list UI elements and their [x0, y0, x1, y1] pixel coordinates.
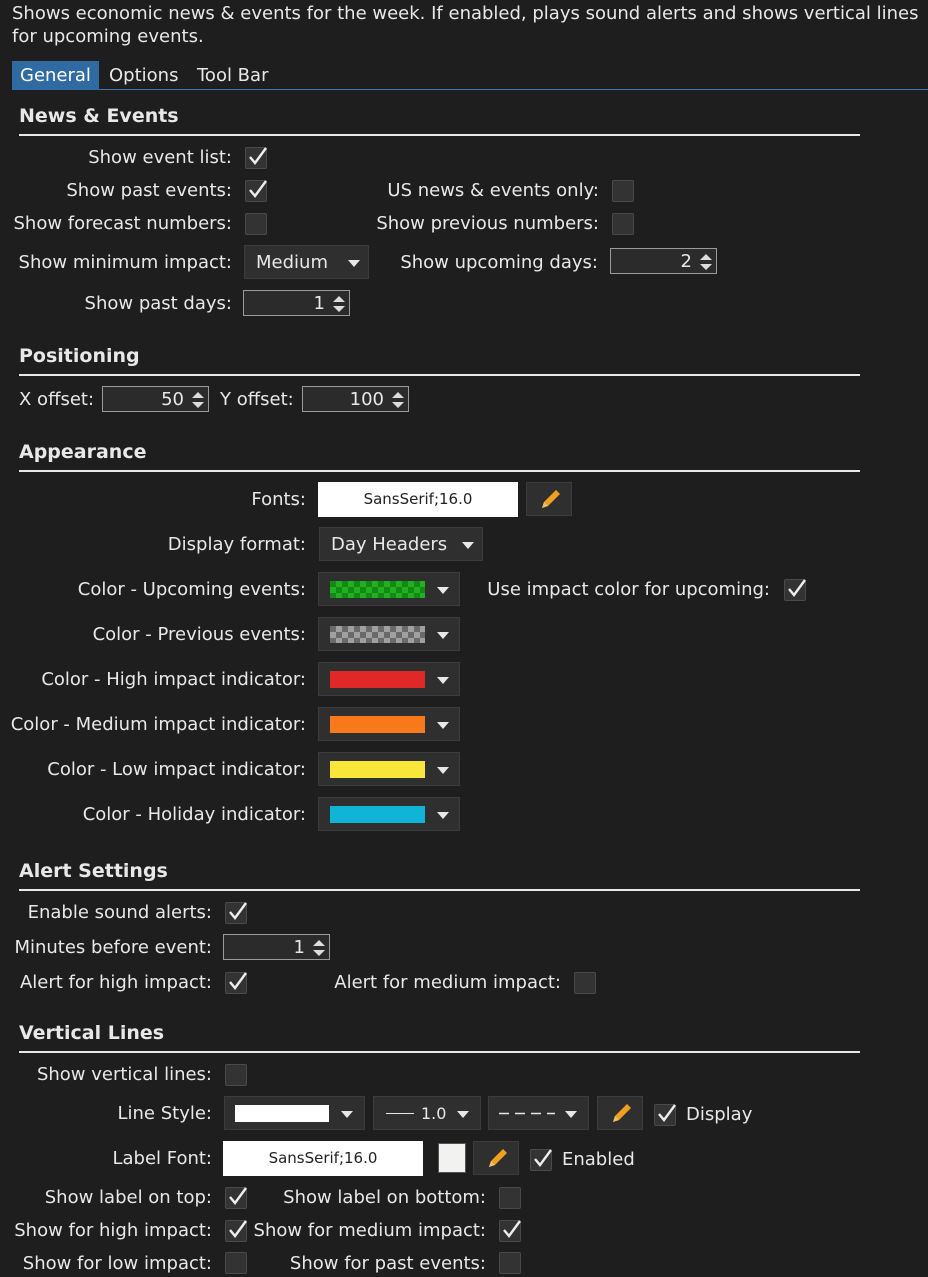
display-checkbox[interactable] — [654, 1104, 676, 1126]
line-style-label: Line Style: — [117, 1103, 212, 1124]
chevron-down-icon — [457, 1111, 469, 1118]
enabled-label: Enabled — [562, 1149, 635, 1170]
enabled-checkbox[interactable] — [530, 1149, 552, 1171]
medium-color-picker[interactable] — [318, 707, 460, 741]
chevron-down-icon — [437, 632, 449, 639]
show-high-checkbox[interactable] — [225, 1220, 247, 1242]
section-title-alerts: Alert Settings — [19, 860, 168, 882]
check-icon — [501, 1219, 523, 1241]
enable-sound-checkbox[interactable] — [225, 902, 247, 924]
line-width-sample — [386, 1113, 414, 1114]
show-low-checkbox[interactable] — [225, 1252, 247, 1274]
tab-bar — [12, 61, 928, 90]
show-previous-label: Show previous numbers: — [376, 213, 599, 234]
show-past-events-label: Show past events: — [66, 180, 232, 201]
edit-label-font-button[interactable] — [473, 1141, 519, 1175]
high-color-swatch — [330, 671, 425, 688]
show-high-label: Show for high impact: — [14, 1220, 212, 1241]
upcoming-days-value: 2 — [680, 251, 692, 272]
alert-medium-checkbox[interactable] — [574, 972, 596, 994]
low-color-picker[interactable] — [318, 752, 460, 786]
edit-line-button[interactable] — [597, 1096, 643, 1130]
check-icon — [532, 1148, 554, 1170]
check-icon — [227, 1219, 249, 1241]
holiday-color-picker[interactable] — [318, 797, 460, 831]
upcoming-color-swatch — [330, 581, 425, 598]
minutes-before-label: Minutes before event: — [14, 937, 212, 958]
use-impact-color-label: Use impact color for upcoming: — [487, 579, 770, 600]
chevron-down-icon — [462, 542, 474, 549]
description-text: Shows economic news & events for the week. If enabled, plays sound alerts and shows vertical lines for upcoming events. — [12, 3, 919, 47]
section-divider — [19, 889, 860, 891]
past-days-spinner[interactable] — [243, 290, 350, 316]
previous-color-label: Color - Previous events: — [92, 624, 306, 645]
label-bottom-checkbox[interactable] — [499, 1187, 521, 1209]
fonts-label: Fonts: — [251, 489, 306, 510]
check-icon — [227, 901, 249, 923]
alert-medium-label: Alert for medium impact: — [334, 972, 561, 993]
label-top-checkbox[interactable] — [225, 1187, 247, 1209]
line-dash-dropdown[interactable] — [488, 1096, 589, 1130]
section-title-appearance: Appearance — [19, 441, 147, 463]
section-title-news: News & Events — [19, 105, 179, 127]
alert-high-checkbox[interactable] — [225, 972, 247, 994]
check-icon — [227, 971, 249, 993]
check-icon — [247, 146, 269, 168]
show-previous-checkbox[interactable] — [612, 213, 634, 235]
use-impact-color-checkbox[interactable] — [784, 579, 806, 601]
medium-color-label: Color - Medium impact indicator: — [10, 714, 306, 735]
section-divider — [19, 374, 860, 376]
x-offset-value: 50 — [161, 389, 184, 410]
show-forecast-label: Show forecast numbers: — [13, 213, 232, 234]
check-icon — [786, 578, 808, 600]
low-color-label: Color - Low impact indicator: — [47, 759, 306, 780]
line-color-swatch — [235, 1105, 329, 1122]
chevron-down-icon — [437, 812, 449, 819]
pencil-icon — [474, 1142, 520, 1176]
label-bottom-label: Show label on bottom: — [283, 1187, 486, 1208]
label-top-label: Show label on top: — [44, 1187, 212, 1208]
chevron-down-icon — [437, 767, 449, 774]
alert-high-label: Alert for high impact: — [19, 972, 212, 993]
x-offset-label: X offset: — [19, 389, 95, 410]
line-color-picker[interactable] — [224, 1096, 365, 1130]
show-forecast-checkbox[interactable] — [245, 213, 267, 235]
previous-color-swatch — [330, 626, 425, 643]
high-color-label: Color - High impact indicator: — [41, 669, 306, 690]
show-event-list-checkbox[interactable] — [245, 147, 267, 169]
chevron-down-icon — [437, 722, 449, 729]
line-width-dropdown[interactable] — [373, 1096, 481, 1130]
enable-sound-label: Enable sound alerts: — [27, 902, 212, 923]
section-title-vertical: Vertical Lines — [19, 1022, 165, 1044]
holiday-color-label: Color - Holiday indicator: — [82, 804, 306, 825]
y-offset-spinner[interactable] — [302, 386, 409, 412]
show-past-checkbox[interactable] — [499, 1252, 521, 1274]
tab-tool-bar[interactable]: Tool Bar — [197, 65, 269, 86]
x-offset-spinner[interactable] — [102, 386, 209, 412]
show-past-label: Show for past events: — [289, 1253, 486, 1274]
past-days-label: Show past days: — [84, 293, 232, 314]
upcoming-days-spinner[interactable] — [610, 248, 717, 274]
section-title-positioning: Positioning — [19, 345, 140, 367]
dash-pattern-icon — [499, 1112, 555, 1115]
minutes-before-spinner[interactable] — [223, 934, 330, 960]
us-only-label: US news & events only: — [387, 180, 599, 201]
spinner-arrows-icon[interactable] — [191, 390, 205, 410]
past-days-value: 1 — [313, 293, 325, 314]
section-divider — [19, 1051, 860, 1053]
upcoming-days-label: Show upcoming days: — [400, 252, 598, 273]
y-offset-value: 100 — [349, 389, 384, 410]
tab-general[interactable]: General — [12, 61, 99, 90]
fonts-field[interactable]: SansSerif;16.0 — [318, 482, 518, 517]
show-medium-label: Show for medium impact: — [253, 1220, 486, 1241]
chevron-down-icon — [437, 677, 449, 684]
section-divider — [19, 470, 860, 472]
pencil-icon — [598, 1097, 644, 1131]
spinner-arrows-icon[interactable] — [332, 294, 346, 314]
show-event-list-label: Show event list: — [88, 147, 232, 168]
low-color-swatch — [330, 761, 425, 778]
display-label: Display — [686, 1104, 753, 1125]
holiday-color-swatch — [330, 806, 425, 823]
display-format-value: Day Headers — [331, 534, 448, 555]
minutes-before-value: 1 — [293, 937, 305, 958]
show-low-label: Show for low impact: — [22, 1253, 212, 1274]
chevron-down-icon — [341, 1111, 353, 1118]
previous-color-picker[interactable] — [318, 617, 460, 651]
us-only-checkbox[interactable] — [612, 180, 634, 202]
min-impact-label: Show minimum impact: — [18, 252, 232, 273]
upcoming-color-label: Color - Upcoming events: — [77, 579, 306, 600]
display-format-label: Display format: — [167, 534, 306, 555]
spinner-arrows-icon[interactable] — [312, 938, 326, 958]
show-past-events-checkbox[interactable] — [245, 180, 267, 202]
edit-font-button[interactable] — [526, 482, 572, 516]
high-color-picker[interactable] — [318, 662, 460, 696]
line-width-value: 1.0 — [421, 1104, 447, 1123]
chevron-down-icon — [437, 587, 449, 594]
check-icon — [247, 179, 269, 201]
spinner-arrows-icon[interactable] — [699, 252, 713, 272]
check-icon — [227, 1186, 249, 1208]
min-impact-value: Medium — [256, 252, 328, 273]
y-offset-label: Y offset: — [220, 389, 294, 410]
pencil-icon — [527, 483, 573, 517]
label-font-label: Label Font: — [112, 1148, 212, 1169]
upcoming-color-picker[interactable] — [318, 572, 460, 606]
display-format-dropdown[interactable] — [319, 527, 483, 561]
label-font-field[interactable]: SansSerif;16.0 — [223, 1141, 423, 1176]
label-color-swatch[interactable] — [438, 1143, 466, 1173]
check-icon — [656, 1103, 678, 1125]
show-lines-label: Show vertical lines: — [36, 1064, 212, 1085]
tab-options[interactable]: Options — [109, 65, 179, 86]
chevron-down-icon — [565, 1111, 577, 1118]
show-lines-checkbox[interactable] — [225, 1064, 247, 1086]
section-divider — [19, 134, 860, 136]
medium-color-swatch — [330, 716, 425, 733]
show-medium-checkbox[interactable] — [499, 1220, 521, 1242]
spinner-arrows-icon[interactable] — [391, 390, 405, 410]
